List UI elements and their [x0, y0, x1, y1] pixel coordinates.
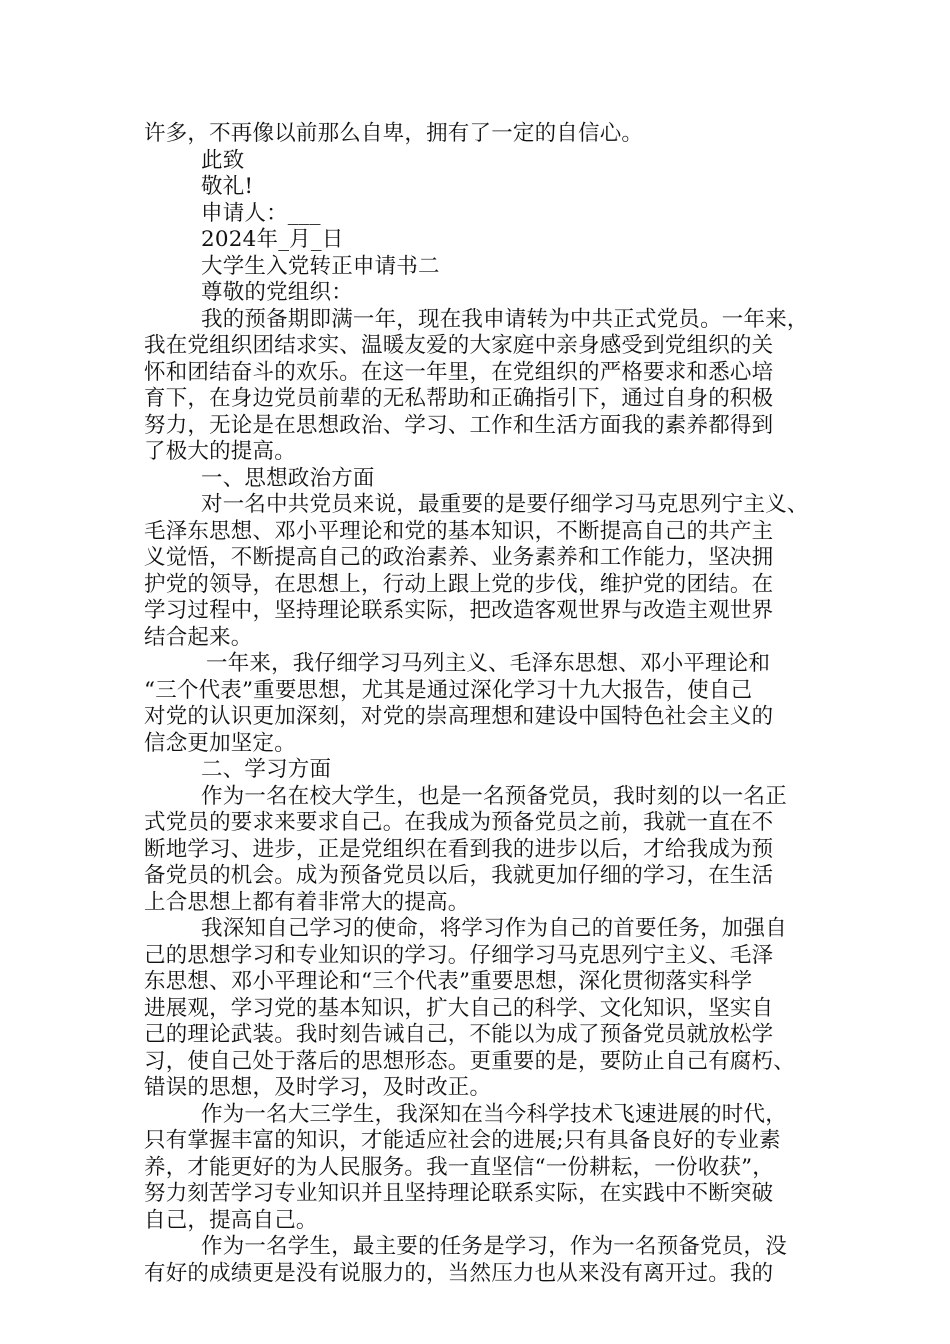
text-line: 我在党组织团结求实、温暖友爱的大家庭中亲身感受到党组织的关: [144, 333, 774, 358]
text-line: 尊敬的党组织：: [201, 280, 353, 305]
text-line: 上合思想上都有着非常大的提高。: [144, 889, 470, 915]
text-line: 义觉悟，不断提高自己的政治素养、业务素养和工作能力，坚决拥: [144, 545, 774, 570]
text-line: 东思想、邓小平理论和“三个代表”重要思想，深化贯彻落实科学: [144, 969, 753, 994]
text-line: 作为一名学生，最主要的任务是学习，作为一名预备党员，没: [201, 1234, 787, 1259]
text-line: 敬礼!: [201, 174, 254, 199]
text-line: 信念更加坚定。: [144, 730, 296, 756]
text-line: 只有掌握丰富的知识，才能适应社会的进展;只有具备良好的专业素: [144, 1128, 781, 1153]
text-line: 努力刻苦学习专业知识并且坚持理论联系实际，在实践中不断突破: [144, 1181, 774, 1206]
text-line: 断地学习、进步，正是党组织在看到我的进步以后，才给我成为预: [144, 836, 774, 862]
text-line: 对一名中共党员来说，最重要的是要仔细学习马克思列宁主义、: [201, 492, 809, 517]
text-line: 护党的领导，在思想上，行动上跟上党的步伐，维护党的团结。在: [144, 571, 774, 597]
text-line: 对党的认识更加深刻，对党的崇高理想和建设中国特色社会主义的: [144, 704, 774, 729]
text-line: 己的理论武装。我时刻告诫自己，不能以为成了预备党员就放松学: [144, 1022, 774, 1047]
text-line: 结合起来。: [144, 624, 253, 650]
text-line: 了极大的提高。: [144, 439, 296, 464]
text-line: 育下，在身边党员前辈的无私帮助和正确指引下，通过自身的积极: [144, 386, 774, 411]
text-line: 此致: [201, 147, 245, 173]
text-line: 二、学习方面: [201, 757, 332, 782]
text-line: 2024年_月_日: [201, 227, 344, 252]
text-line: 申请人：___: [201, 200, 321, 226]
text-line: 作为一名大三学生，我深知在当今科学技术飞速进展的时代，: [201, 1101, 787, 1127]
text-line: 作为一名在校大学生，也是一名预备党员，我时刻的以一名正: [201, 783, 787, 809]
text-line: 许多，不再像以前那么自卑，拥有了一定的自信心。: [144, 121, 644, 146]
text-line: 学习过程中，坚持理论联系实际，把改造客观世界与改造主观世界: [144, 598, 774, 623]
text-line: 毛泽东思想、邓小平理论和党的基本知识，不断提高自己的共产主: [144, 518, 774, 544]
text-line: 我深知自己学习的使命，将学习作为自己的首要任务，加强自: [201, 916, 787, 941]
text-line: 努力，无论是在思想政治、学习、工作和生活方面我的素养都得到: [144, 412, 774, 438]
text-line: 自己，提高自己。: [144, 1207, 318, 1233]
text-line: 有好的成绩更是没有说服力的，当然压力也从来没有离开过。我的: [144, 1260, 774, 1286]
text-line: 大学生入党转正申请书二: [201, 253, 440, 279]
text-line: 习，使自己处于落后的思想形态。更重要的是，要防止自己有腐朽、: [144, 1048, 796, 1074]
text-line: 养，才能更好的为人民服务。我一直坚信“一份耕耘，一份收获”，: [144, 1154, 774, 1180]
text-line: 怀和团结奋斗的欢乐。在这一年里，在党组织的严格要求和悉心培: [144, 359, 774, 385]
text-line: 进展观，学习党的基本知识，扩大自己的科学、文化知识，坚实自: [144, 995, 774, 1021]
text-line: 式党员的要求来要求自己。在我成为预备党员之前，我就一直在不: [144, 810, 774, 835]
text-line: 己的思想学习和专业知识的学习。仔细学习马克思列宁主义、毛泽: [144, 942, 774, 968]
document-body: [144, 121, 834, 1287]
text-line: 错误的思想，及时学习，及时改正。: [144, 1075, 492, 1100]
text-line: 一年来，我仔细学习马列主义、毛泽东思想、邓小平理论和: [206, 651, 771, 676]
text-line: 一、思想政治方面: [201, 465, 375, 491]
text-line: “三个代表”重要思想，尤其是通过深化学习十九大报告，使自己: [144, 677, 753, 703]
text-line: 备党员的机会。成为预备党员以后，我就更加仔细的学习，在生活: [144, 863, 774, 888]
text-line: 我的预备期即满一年，现在我申请转为中共正式党员。一年来，: [201, 306, 809, 332]
